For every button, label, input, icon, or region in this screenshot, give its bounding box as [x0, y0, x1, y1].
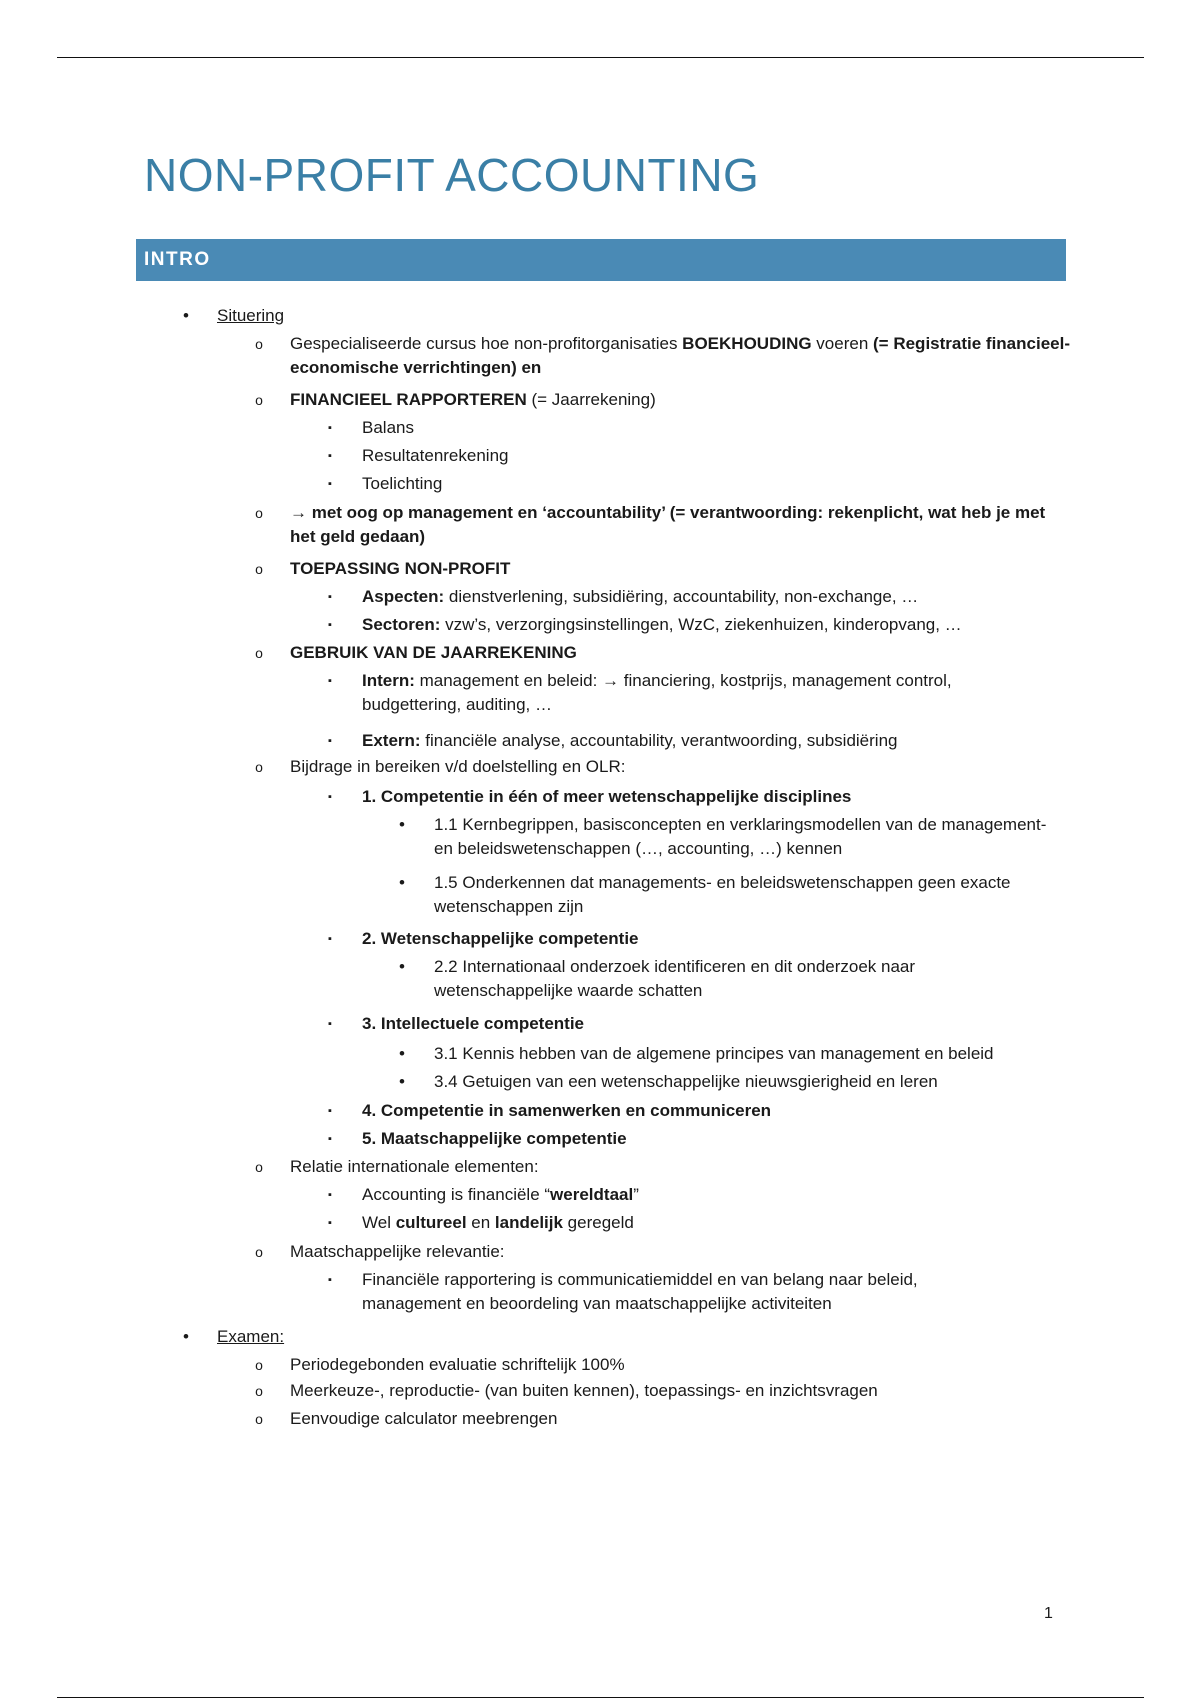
list-item-intern: Intern: management en beleid: → financiering, kostprijs, management control, budgettering, auditing, … — [362, 671, 952, 714]
list-item-competentie-3-4: 3.4 Getuigen van een wetenschappelijke nieuwsgierigheid en leren — [434, 1072, 938, 1091]
list-item-extern: Extern: financiële analyse, accountability, verantwoording, subsidiëring — [362, 731, 898, 750]
square-marker: ▪ — [328, 450, 332, 462]
bullet-marker: • — [399, 873, 405, 892]
section-header-bar — [136, 239, 1066, 281]
list-item-accountability: → met oog op management en ‘accountability’ (= verantwoording: rekenplicht, wat heb je met het geld gedaan) — [290, 503, 1046, 546]
circle-marker: o — [255, 1159, 263, 1175]
list-item-toelichting: Toelichting — [362, 474, 443, 493]
list-item-competentie-1: 1. Competentie in één of meer wetenschappelijke disciplines — [362, 787, 852, 806]
square-marker: ▪ — [328, 619, 332, 631]
bullet-marker: • — [183, 1327, 189, 1346]
circle-marker: o — [255, 336, 263, 352]
square-marker: ▪ — [328, 1133, 332, 1145]
bullet-marker: • — [399, 1072, 405, 1091]
circle-marker: o — [255, 1411, 263, 1427]
list-item-competentie-3: 3. Intellectuele competentie — [362, 1014, 585, 1033]
circle-marker: o — [255, 505, 263, 521]
list-item-competentie-2-2: 2.2 Internationaal onderzoek identificeren en dit onderzoek naar wetenschappelijke waarde schatten — [434, 957, 916, 1000]
list-item-competentie-5: 5. Maatschappelijke competentie — [362, 1129, 627, 1148]
bullet-marker: • — [399, 957, 405, 976]
list-item-boekhouding: Gespecialiseerde cursus hoe non-profitorganisaties BOEKHOUDING voeren (= Registratie financieel-economische verrichtingen) en — [290, 334, 1070, 377]
circle-marker: o — [255, 561, 263, 577]
bullet-marker: • — [183, 306, 189, 325]
list-item-gebruik-jaarrekening: GEBRUIK VAN DE JAARREKENING — [290, 643, 577, 662]
footer-rule — [57, 1697, 1144, 1698]
square-marker: ▪ — [328, 1189, 332, 1201]
list-item-competentie-3-1: 3.1 Kennis hebben van de algemene principes van management en beleid — [434, 1044, 994, 1063]
section-title: INTRO — [144, 249, 211, 270]
square-marker: ▪ — [328, 1217, 332, 1229]
list-item-resultatenrekening: Resultatenrekening — [362, 446, 509, 465]
header-rule — [57, 57, 1144, 58]
circle-marker: o — [255, 759, 263, 775]
square-marker: ▪ — [328, 1274, 332, 1286]
list-item-competentie-1-5: 1.5 Onderkennen dat managements- en beleidswetenschappen geen exacte wetenschappen zijn — [434, 873, 1011, 916]
circle-marker: o — [255, 1383, 263, 1399]
list-item-situering: Situering — [217, 306, 285, 325]
page-number: 1 — [1044, 1605, 1053, 1622]
list-item-competentie-1-1: 1.1 Kernbegrippen, basisconcepten en verklaringsmodellen van de management- en beleidswetenschappen (…, accounting, …) kennen — [434, 815, 1047, 858]
bullet-marker: • — [399, 1044, 405, 1063]
list-item-examen-calculator: Eenvoudige calculator meebrengen — [290, 1409, 558, 1428]
square-marker: ▪ — [328, 933, 332, 945]
square-marker: ▪ — [328, 422, 332, 434]
list-item-competentie-2: 2. Wetenschappelijke competentie — [362, 929, 639, 948]
list-item-competentie-4: 4. Competentie in samenwerken en communiceren — [362, 1101, 772, 1120]
square-marker: ▪ — [328, 791, 332, 803]
document-title: NON-PROFIT ACCOUNTING — [144, 149, 760, 201]
square-marker: ▪ — [328, 675, 332, 687]
list-item-maatschappelijke-relevantie: Maatschappelijke relevantie: — [290, 1242, 505, 1261]
circle-marker: o — [255, 645, 263, 661]
list-item-aspecten: Aspecten: dienstverlening, subsidiëring, accountability, non-exchange, … — [362, 587, 919, 606]
bullet-marker: • — [399, 815, 405, 834]
circle-marker: o — [255, 392, 263, 408]
list-item-financiele-rapportering: Financiële rapportering is communicatiemiddel en van belang naar beleid, management en beoordeling van maatschappelijke activiteiten — [362, 1270, 918, 1313]
list-item-cultureel-landelijk: Wel cultureel en landelijk geregeld — [362, 1213, 634, 1232]
list-item-examen-evaluatie: Periodegebonden evaluatie schriftelijk 100% — [290, 1355, 625, 1374]
list-item-relatie-internationaal: Relatie internationale elementen: — [290, 1157, 539, 1176]
list-item-examen-vragen: Meerkeuze-, reproductie- (van buiten kennen), toepassings- en inzichtsvragen — [290, 1381, 878, 1400]
square-marker: ▪ — [328, 591, 332, 603]
list-item-sectoren: Sectoren: vzw’s, verzorgingsinstellingen, WzC, ziekenhuizen, kinderopvang, … — [362, 615, 962, 634]
square-marker: ▪ — [328, 1018, 332, 1030]
circle-marker: o — [255, 1244, 263, 1260]
square-marker: ▪ — [328, 1105, 332, 1117]
square-marker: ▪ — [328, 478, 332, 490]
list-item-financieel-rapporteren: FINANCIEEL RAPPORTEREN (= Jaarrekening) — [290, 390, 656, 409]
list-item-wereldtaal: Accounting is financiële “wereldtaal” — [362, 1185, 639, 1204]
circle-marker: o — [255, 1357, 263, 1373]
list-item-toepassing: TOEPASSING NON-PROFIT — [290, 559, 511, 578]
square-marker: ▪ — [328, 735, 332, 747]
list-item-examen: Examen: — [217, 1327, 285, 1346]
list-item-bijdrage: Bijdrage in bereiken v/d doelstelling en OLR: — [290, 757, 626, 776]
list-item-balans: Balans — [362, 418, 414, 437]
